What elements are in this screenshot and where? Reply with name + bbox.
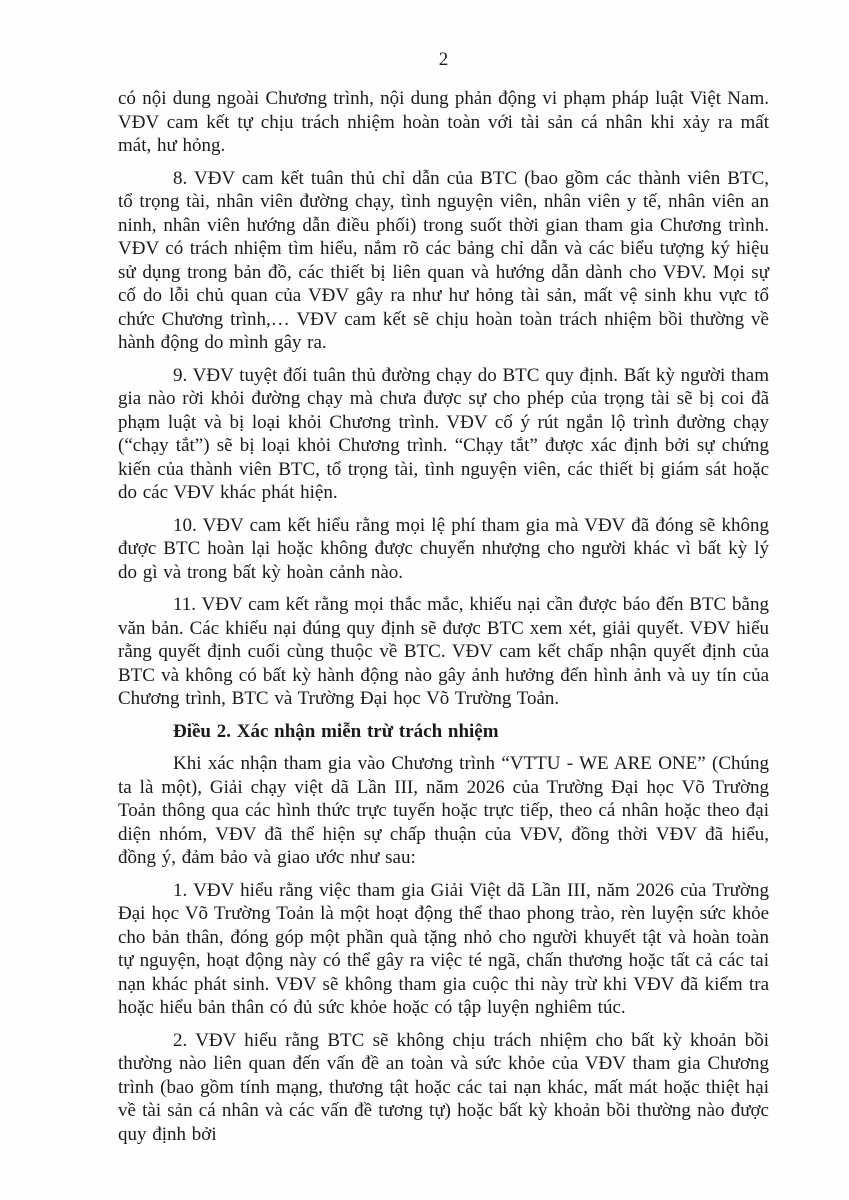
clause-9-paragraph: 9. VĐV tuyệt đối tuân thủ đường chạy do BTC quy định. Bất kỳ người tham gia nào rời khỏi đường chạy mà chưa được sự cho phép của trọng tài sẽ bị coi đã phạm luật và bị loại khỏi Chương trình. VĐV cố ý rút ngắn lộ trình đường chạy (“chạy tắt”) sẽ bị loại khỏi Chương trình. “Chạy tắt” được xác định bởi sự chứng kiến của thành viên BTC, tổ trọng tài, tình nguyện viên, các thiết bị giám sát hoặc do các VĐV khác phát hiện. bbox=[118, 364, 769, 503]
page-number: 2 bbox=[438, 49, 449, 70]
clause-10-paragraph: 10. VĐV cam kết hiểu rằng mọi lệ phí tham gia mà VĐV đã đóng sẽ không được BTC hoàn lại hoặc không được chuyển nhượng cho người khác vì bất kỳ lý do gì và trong bất kỳ hoàn cảnh nào. bbox=[118, 514, 769, 583]
clause-11-paragraph: 11. VĐV cam kết rằng mọi thắc mắc, khiếu nại cần được báo đến BTC bằng văn bản. Các khiếu nại đúng quy định sẽ được BTC xem xét, giải quyết. VĐV hiểu rằng quyết định cuối cùng thuộc về BTC. VĐV cam kết chấp nhận quyết định của BTC và không có bất kỳ hành động nào gây ảnh hưởng đến hình ảnh và uy tín của Chương trình, BTC và Trường Đại học Võ Trường Toản. bbox=[118, 594, 769, 709]
clause-8-paragraph: 8. VĐV cam kết tuân thủ chỉ dẫn của BTC (bao gồm các thành viên BTC, tổ trọng tài, nhân viên đường chạy, tình nguyện viên, nhân viên y tế, nhân viên an ninh, nhân viên hướng dẫn điều phối) trong suốt thời gian tham gia Chương trình. VĐV có trách nhiệm tìm hiểu, nắm rõ các bảng chỉ dẫn và các biểu tượng ký hiệu sử dụng trong bản đồ, các thiết bị liên quan và hướng dẫn dành cho VĐV. Mọi sự cố do lỗi chủ quan của VĐV gây ra như hư hỏng tài sản, mất vệ sinh khu vực tổ chức Chương trình,… VĐV cam kết sẽ chịu hoàn toàn trách nhiệm bồi thường về hành động do mình gây ra. bbox=[118, 167, 769, 353]
article-2-clause-1-paragraph: 1. VĐV hiểu rằng việc tham gia Giải Việt dã Lần III, năm 2026 của Trường Đại học Võ Trường Toản là một hoạt động thể thao phong trào, rèn luyện sức khỏe cho bản thân, đóng góp một phần quà tặng nhỏ cho người khuyết tật và hoàn toàn tự nguyện, hoạt động này có thể gây ra việc té ngã, chấn thương hoặc tất cả các tai nạn khác phát sinh. VĐV sẽ không tham gia cuộc thi này trừ khi VĐV đã kiểm tra hoặc hiểu bản thân có đủ sức khỏe hoặc có tập luyện nghiêm túc. bbox=[118, 879, 769, 1018]
article-2-intro-paragraph: Khi xác nhận tham gia vào Chương trình “VTTU - WE ARE ONE” (Chúng ta là một), Giải chạy việt dã Lần III, năm 2026 của Trường Đại học Võ Trường Toản thông qua các hình thức trực tuyến hoặc trực tiếp, theo cá nhân hoặc theo đại diện nhóm, VĐV đã thể hiện sự chấp thuận của VĐV, đồng thời VĐV đã hiểu, đồng ý, đảm bảo và giao ước như sau: bbox=[118, 753, 769, 868]
document-body bbox=[118, 87, 769, 1146]
article-2-heading: Điều 2. Xác nhận miễn trừ trách nhiệm bbox=[173, 720, 499, 742]
continued-paragraph: có nội dung ngoài Chương trình, nội dung phản động vi phạm pháp luật Việt Nam. VĐV cam kết tự chịu trách nhiệm hoàn toàn với tài sản cá nhân khi xảy ra mất mát, hư hỏng. bbox=[118, 88, 769, 156]
article-2-clause-2-paragraph: 2. VĐV hiểu rằng BTC sẽ không chịu trách nhiệm cho bất kỳ khoản bồi thường nào liên quan đến vấn đề an toàn và sức khỏe của VĐV tham gia Chương trình (bao gồm tính mạng, thương tật hoặc các tai nạn khác, mất mát hoặc thiệt hại về tài sản cá nhân và các vấn đề tương tự) hoặc bất kỳ khoản bồi thường nào được quy định bởi bbox=[118, 1029, 769, 1145]
